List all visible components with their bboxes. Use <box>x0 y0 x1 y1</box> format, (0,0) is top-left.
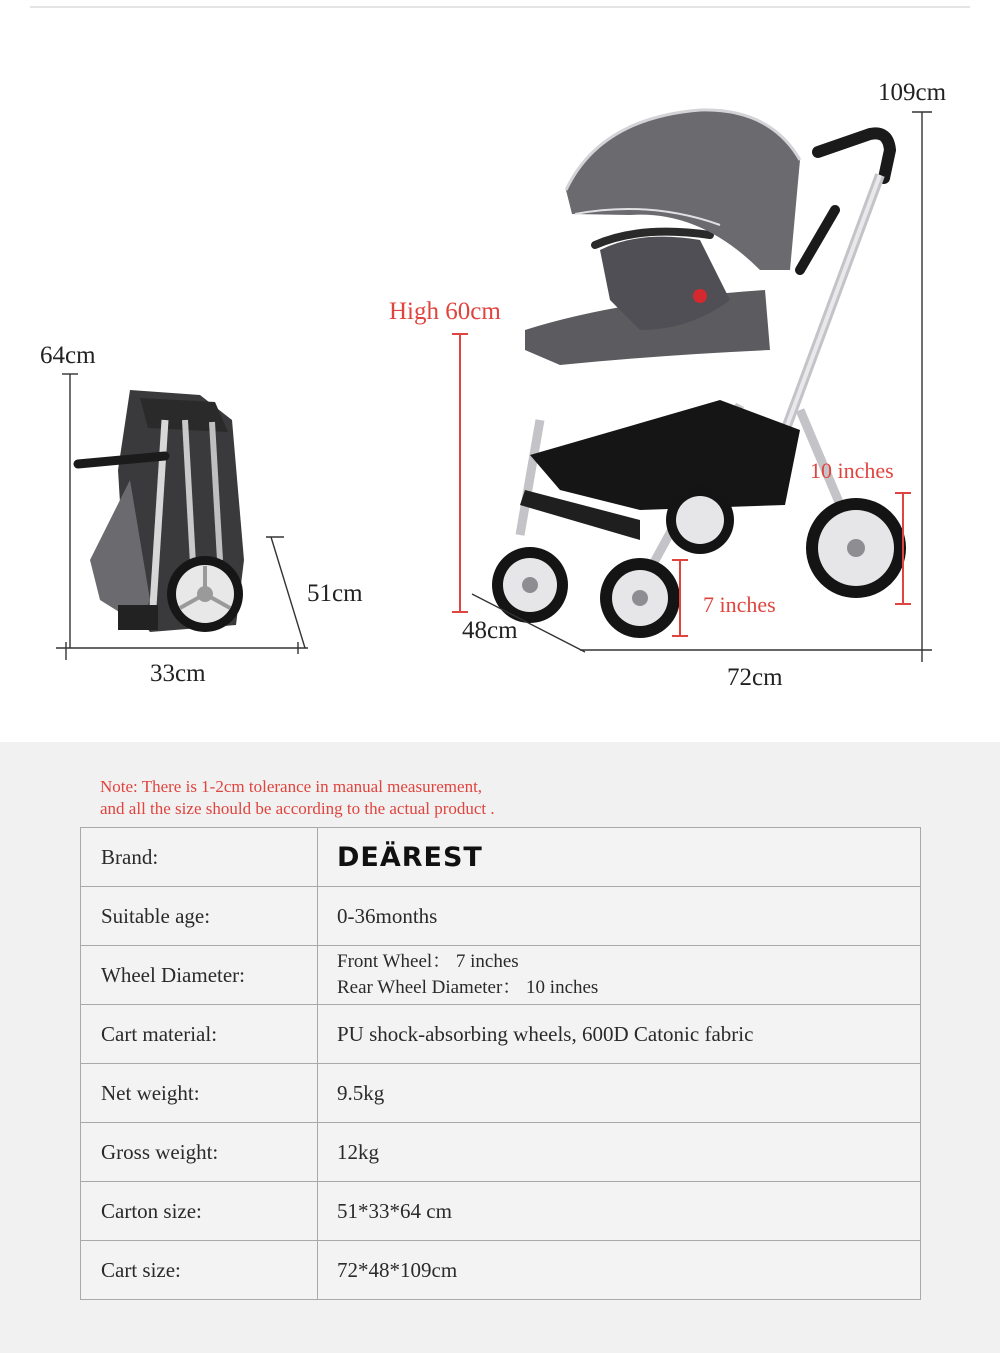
table-row <box>81 1123 921 1182</box>
net-weight-value: 9.5kg <box>318 1064 921 1123</box>
unfolded-height-label: 109cm <box>878 79 947 106</box>
brand-value <box>318 828 921 887</box>
carton-size-value: 51*33*64 cm <box>318 1182 921 1241</box>
cart-size-label: Cart size: <box>81 1241 318 1300</box>
rear-wheel-label: 10 inches <box>810 458 894 483</box>
material-value: PU shock-absorbing wheels, 600D Catonic fabric <box>318 1005 921 1064</box>
age-label: Suitable age: <box>81 887 318 946</box>
table-row <box>81 828 921 887</box>
front-wheel-label: 7 inches <box>703 592 776 617</box>
gross-weight-label: Gross weight: <box>81 1123 318 1182</box>
brand-logo: DEÄREST <box>337 841 483 873</box>
tolerance-note <box>100 776 800 820</box>
brand-label: Brand: <box>81 828 318 887</box>
front-wheel-value: Front Wheel： 7 inches <box>337 951 519 972</box>
note-line-2: and all the size should be according to the actual product . <box>100 799 495 818</box>
spec-table <box>80 827 921 1300</box>
wheel-value <box>318 946 921 1005</box>
specs-panel <box>0 742 1000 1353</box>
table-row <box>81 1005 921 1064</box>
age-value: 0-36months <box>318 887 921 946</box>
folded-stroller-image <box>78 390 244 632</box>
net-weight-label: Net weight: <box>81 1064 318 1123</box>
table-row <box>81 1241 921 1300</box>
rear-wheel-value: Rear Wheel Diameter： 10 inches <box>337 977 599 998</box>
table-row <box>81 1182 921 1241</box>
note-line-1: Note: There is 1-2cm tolerance in manual measurement, <box>100 777 483 796</box>
wheel-label: Wheel Diameter: <box>81 946 318 1005</box>
table-row <box>81 1064 921 1123</box>
seat-height-label: High 60cm <box>389 298 501 325</box>
unfolded-depth-label: 48cm <box>462 617 518 644</box>
table-row <box>81 946 921 1005</box>
carton-size-label: Carton size: <box>81 1182 318 1241</box>
gross-weight-value: 12kg <box>318 1123 921 1182</box>
material-label: Cart material: <box>81 1005 318 1064</box>
folded-depth-label: 51cm <box>307 580 363 607</box>
folded-width-label: 33cm <box>150 660 206 687</box>
table-row <box>81 887 921 946</box>
unfolded-stroller-image <box>492 110 906 638</box>
folded-height-label: 64cm <box>40 342 96 369</box>
cart-size-value: 72*48*109cm <box>318 1241 921 1300</box>
unfolded-length-label: 72cm <box>727 664 783 691</box>
